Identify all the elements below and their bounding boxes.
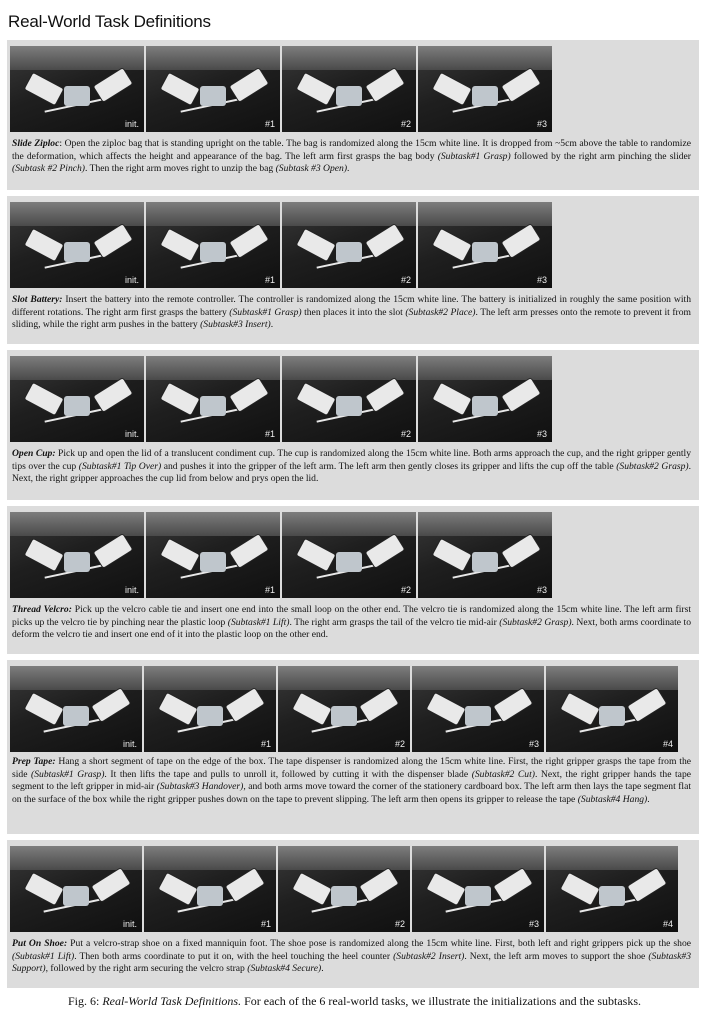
photo-detail [23,71,64,106]
photo-detail [418,356,552,380]
photo-detail [492,867,533,903]
photo-detail [157,871,198,906]
caption-text: For each of the 6 real-world tasks, we illustrate the initializations and the subtasks. [241,994,642,1008]
photo-detail [500,67,541,103]
task-description [12,756,691,806]
photo-detail [500,223,541,259]
photo-detail [364,67,405,103]
subtask-label: (Subtask#2 Place) [405,306,476,318]
frame-label: #2 [394,739,405,749]
photo-detail [64,86,90,106]
task-name: Slide Ziploc [12,138,60,149]
subtask-label: (Subtask#1 Tip Over) [78,460,162,472]
description-text: Hang a short segment of tape on the edge of the box. The tape dispenser is randomized along the 15cm white line. First, the right gripper grasps the tape from the side [12,756,692,780]
photo-detail [200,242,226,262]
photo-detail [10,202,144,226]
subtask-label: (Subtask#2 Cut) [471,768,535,780]
frame-label: init. [124,119,139,129]
frame-label: #2 [400,429,411,439]
photo-detail [146,46,280,70]
photo-detail [412,666,544,690]
photo-detail [500,377,541,413]
photo-detail [291,871,332,906]
photo-detail [224,687,265,723]
task-description [12,294,691,332]
photo-detail [146,202,280,226]
subtask-label: (Subtask#4 Hang) [577,793,648,805]
photo-detail [10,512,144,536]
caption-title: Real-World Task Definitions. [102,994,242,1008]
photo-detail [159,381,200,416]
photo-detail [146,356,280,380]
frame-label: #1 [264,429,275,439]
task-photo [412,846,544,932]
subtask-label: (Subtask#3 Insert) [200,319,271,331]
frame-strip [10,846,678,932]
description-text: . [270,319,274,331]
subtask-label: (Subtask#2 Grasp) [499,616,572,628]
photo-detail [23,691,64,726]
photo-detail [23,537,64,572]
subtask-label: (Subtask #3 Open) [275,163,348,175]
photo-detail [331,706,357,726]
description-text: Insert the battery into the remote controller. The controller is randomized along the 15cm white line. The battery is initialized in roughly the same position with different rotations. The right arm first grasps the battery [12,294,691,318]
task-panel-put-on-shoe [7,840,699,988]
photo-detail [559,871,600,906]
subtask-label: (Subtask#1 Lift) [12,950,75,962]
photo-detail [64,552,90,572]
frame-label: #1 [264,119,275,129]
photo-detail [63,886,89,906]
subtask-label: (Subtask#3 Handover) [156,781,244,793]
description-text: . Next, both arms coordinate to deform the velcro tie and insert one end of it into the plastic loop on the other end. [12,616,691,641]
photo-detail [425,691,466,726]
task-description [12,938,691,976]
photo-detail [157,691,198,726]
caption-prefix: Fig. 6: [67,994,103,1008]
photo-detail [10,846,142,870]
task-photo [144,846,276,932]
photo-detail [90,867,131,903]
subtask-label: (Subtask#1 Grasp) [229,306,302,318]
frame-label: #1 [260,739,271,749]
frame-strip [10,46,552,132]
photo-detail [144,846,276,870]
photo-detail [336,86,362,106]
task-photo [10,356,144,442]
subtask-label: (Subtask#2 Grasp) [616,460,689,472]
frame-strip [10,666,678,752]
frame-label: init. [124,429,139,439]
frame-label: #2 [400,275,411,285]
frame-label: #1 [260,919,271,929]
task-photo [278,666,410,752]
photo-detail [336,396,362,416]
photo-detail [472,86,498,106]
task-photo [146,512,280,598]
frame-strip [10,512,552,598]
description-text: . [647,793,650,805]
subtask-label: (Subtask#2 Insert) [393,950,465,962]
photo-detail [228,223,269,259]
task-photo [146,356,280,442]
task-photo [146,202,280,288]
photo-detail [358,867,399,903]
photo-detail [295,71,336,106]
task-description [12,604,691,642]
task-photo [144,666,276,752]
description-text: . [347,163,350,175]
photo-detail [278,846,410,870]
description-text: . Next, the right gripper approaches the cup lid from below and prys open the lid. [12,460,691,485]
photo-detail [159,227,200,262]
photo-detail [425,871,466,906]
frame-label: init. [124,275,139,285]
task-description [12,448,691,486]
frame-label: init. [122,919,137,929]
photo-detail [90,687,131,723]
task-photo [282,356,416,442]
task-photo [10,46,144,132]
photo-detail [10,356,144,380]
subtask-label: (Subtask#4 Secure) [247,963,322,975]
description-text: , followed by the right arm securing the velcro strap [45,963,248,975]
frame-label: #1 [264,585,275,595]
task-photo [418,356,552,442]
photo-detail [364,223,405,259]
photo-detail [228,377,269,413]
figure-caption [0,994,709,1009]
frame-label: #3 [536,119,547,129]
description-text: . Next, the right gripper hands the tape segment to the left gripper in mid-air [12,768,691,793]
photo-detail [64,396,90,416]
task-photo [418,46,552,132]
subtask-label: (Subtask#1 Grasp) [31,768,105,780]
task-name: Open Cup: [12,448,56,459]
description-text: . [321,963,324,975]
description-text: Put a velcro-strap shoe on a fixed manniquin foot. The shoe pose is randomized along the 15cm white line. First, both left and right grippers pick up the shoe [67,938,692,949]
task-photo [418,512,552,598]
photo-detail [626,867,667,903]
photo-detail [364,533,405,569]
task-panel-slot-battery [7,196,699,344]
frame-label: #3 [528,739,539,749]
photo-detail [431,537,472,572]
subtask-label: (Subtask #2 Pinch) [12,163,86,175]
photo-detail [412,846,544,870]
photo-detail [472,396,498,416]
task-photo [10,846,142,932]
frame-label: #2 [394,919,405,929]
description-text: . Then the right arm moves right to unzip the bag [85,163,276,175]
photo-detail [472,242,498,262]
photo-detail [472,552,498,572]
photo-detail [295,227,336,262]
photo-detail [228,533,269,569]
task-photo [282,512,416,598]
frame-label: #1 [264,275,275,285]
photo-detail [465,886,491,906]
photo-detail [92,533,133,569]
task-photo [146,46,280,132]
photo-detail [418,46,552,70]
frame-label: #3 [536,585,547,595]
frame-label: #4 [662,739,673,749]
description-text: . Then both arms coordinate to put it on, with the heel touching the heel counter [74,950,394,962]
task-panel-prep-tape [7,660,699,834]
photo-detail [282,202,416,226]
task-name: Put On Shoe: [12,938,68,949]
photo-detail [500,533,541,569]
photo-detail [336,552,362,572]
description-text: Pick up the velcro cable tie and insert one end into the small loop on the other end. The velcro tie is randomized along the 15cm white line. The left arm first picks up the velcro tie by pinching near the plastic loop [12,604,691,628]
task-photo [546,846,678,932]
description-text: and pushes it into the gripper of the left arm. The left arm then gently closes its gripper and lifts the cup off the table [161,460,617,472]
frame-label: #3 [528,919,539,929]
photo-detail [228,67,269,103]
photo-detail [418,512,552,536]
frame-label: #3 [536,429,547,439]
photo-detail [200,396,226,416]
photo-detail [278,666,410,690]
photo-detail [200,552,226,572]
task-name: Prep Tape: [12,756,56,767]
photo-detail [200,86,226,106]
frame-label: #3 [536,275,547,285]
frame-strip [10,356,552,442]
photo-detail [159,71,200,106]
photo-detail [546,846,678,870]
photo-detail [291,691,332,726]
frame-label: init. [122,739,137,749]
photo-detail [364,377,405,413]
photo-detail [282,356,416,380]
task-photo [10,202,144,288]
description-text: . The right arm grasps the tail of the velcro tie mid-air [289,616,500,628]
photo-detail [336,242,362,262]
description-text: . It then lifts the tape and pulls to unroll it, followed by cutting it with the dispenser blade [104,768,472,780]
photo-detail [599,706,625,726]
task-photo [546,666,678,752]
photo-detail [146,512,280,536]
task-photo [282,202,416,288]
photo-detail [295,381,336,416]
photo-detail [465,706,491,726]
description-text: followed by the right arm pinching the slider [510,150,692,162]
task-panel-slide-ziploc [7,40,699,190]
task-photo [10,666,142,752]
description-text: . The left arm presses onto the remote to prevent it from sliding, while the right arm pushes in the battery [12,306,691,331]
task-photo [282,46,416,132]
photo-detail [295,537,336,572]
photo-detail [546,666,678,690]
description-text: . Next, the left arm moves to support the shoe [464,950,649,962]
photo-detail [23,227,64,262]
photo-detail [492,687,533,723]
photo-detail [282,512,416,536]
photo-detail [23,381,64,416]
description-text: then places it into the slot [301,306,406,318]
photo-detail [92,223,133,259]
photo-detail [197,886,223,906]
description-text: Pick up and open the lid of a translucent condiment cup. The cup is randomized along the 15cm white line. Both arms approach the cup, and the right gripper gently tips over the cup [12,448,691,472]
photo-detail [431,71,472,106]
photo-detail [10,666,142,690]
task-panel-open-cup [7,350,699,500]
photo-detail [626,687,667,723]
photo-detail [559,691,600,726]
photo-detail [23,871,64,906]
subtask-label: (Subtask#1 Lift) [227,616,290,628]
photo-detail [197,706,223,726]
description-text: , and both arms move toward the corner of the stationery cardboard box. The left arm then lays the tape segment flat on the surface of the box while the right gripper pushes down on the tape to prevent slipping. The left arm then opens its gripper to release the tape [12,781,691,805]
task-photo [278,846,410,932]
frame-label: #2 [400,585,411,595]
task-panel-thread-velcro [7,506,699,654]
photo-detail [331,886,357,906]
task-photo [412,666,544,752]
photo-detail [92,377,133,413]
task-photo [418,202,552,288]
frame-label: #4 [662,919,673,929]
task-description [12,138,691,176]
photo-detail [358,687,399,723]
photo-detail [144,666,276,690]
page-title: Real-World Task Definitions [8,12,211,31]
frame-label: init. [124,585,139,595]
subtask-label: (Subtask#3 Support) [12,950,691,975]
photo-detail [431,381,472,416]
photo-detail [10,46,144,70]
task-name: Slot Battery: [12,294,63,305]
photo-detail [282,46,416,70]
photo-detail [599,886,625,906]
frame-label: #2 [400,119,411,129]
photo-detail [63,706,89,726]
frame-strip [10,202,552,288]
description-text: : Open the ziploc bag that is standing upright on the table. The bag is randomized along the 15cm white line. It is dropped from ~5cm above the table to randomize the deformation, which affects the height and appearance of the bag. The left arm first grasps the bag body [12,138,691,162]
photo-detail [159,537,200,572]
photo-detail [92,67,133,103]
photo-detail [64,242,90,262]
task-photo [10,512,144,598]
subtask-label: (Subtask#1 Grasp) [437,150,511,162]
photo-detail [224,867,265,903]
task-name: Thread Velcro: [12,604,72,615]
photo-detail [431,227,472,262]
photo-detail [418,202,552,226]
